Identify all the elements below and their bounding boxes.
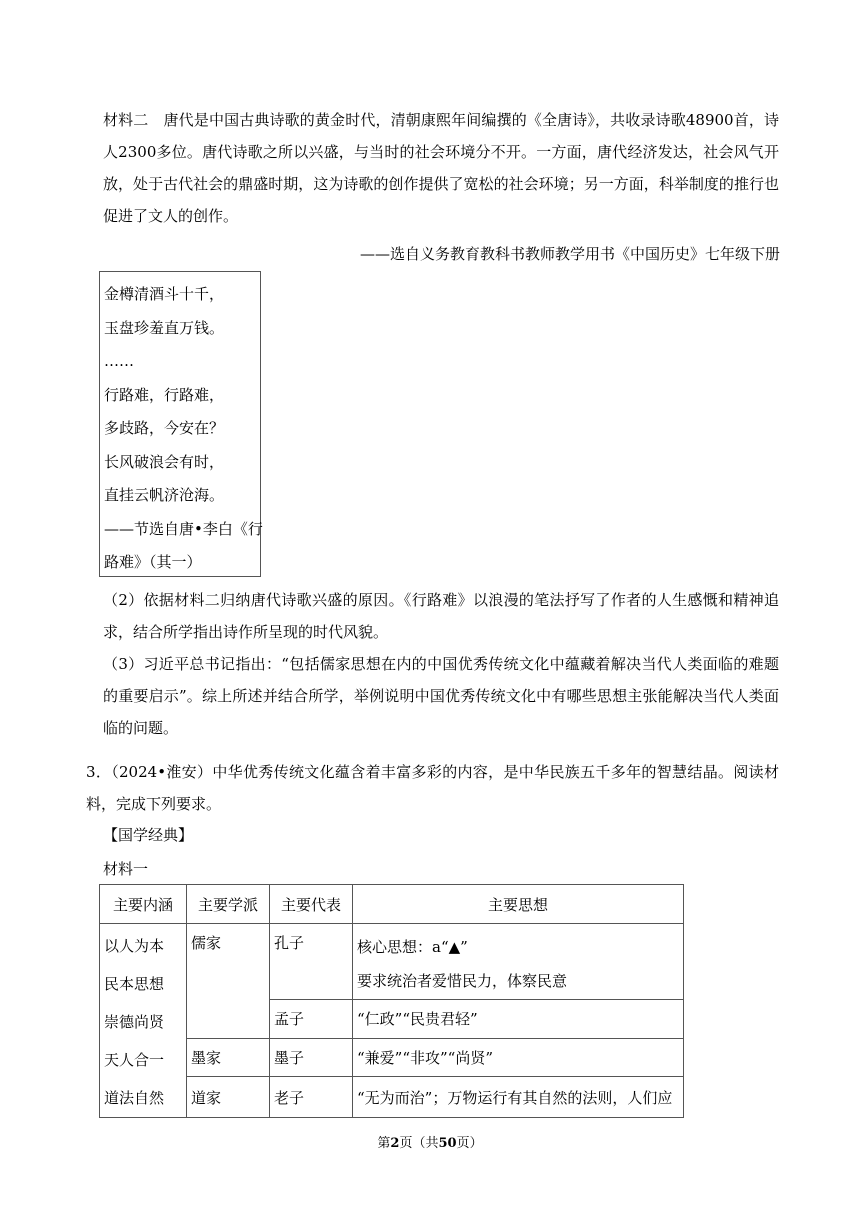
footer-middle: 页（共 (399, 1136, 439, 1151)
poem-line: 行路难，行路难， (104, 385, 225, 404)
poem-line: 路难》（其一） (104, 553, 202, 571)
idea-cell: “兼爱”“非攻”“尚贤” (353, 1038, 684, 1077)
footer-suffix: 页） (456, 1136, 483, 1151)
footer-prefix: 第 (377, 1136, 391, 1151)
header-cell: 主要代表 (270, 885, 353, 924)
connotation-item: 道法自然 (104, 1089, 165, 1107)
rep-cell: 墨子 (270, 1038, 353, 1077)
problem-3-intro: 3．（2024•淮安）中华优秀传统文化蕴含着丰富多彩的内容，是中华民族五千多年的智慧结晶。阅读材料，完成下列要求。 (86, 763, 779, 813)
footer-total-pages: 50 (438, 1136, 457, 1151)
header-cell: 主要内涵 (100, 885, 187, 924)
rep-cell: 孟子 (270, 1000, 353, 1039)
poem-line: ——节选自唐•李白《行 (104, 519, 263, 538)
material2-source: ——选自义务教育教科书教师教学用书《中国历史》七年级下册 (359, 245, 780, 263)
school-cell: 道家 (187, 1077, 270, 1118)
material2-paragraph: 材料二 唐代是中国古典诗歌的黄金时代，清朝康熙年间编撰的《全唐诗》，共收录诗歌48900首，诗人2300多位。唐代诗歌之所以兴盛，与当时的社会环境分不开。一方面，唐代经济发达，社会风气开放，处于古代社会的鼎盛时期，这为诗歌的创作提供了宽松的社会环境；另一方面，科举制度的推行也促进了文人的创作。 (103, 111, 779, 225)
table-header-row (100, 885, 684, 924)
idea-line: 要求统治者爱惜民力，体察民意 (357, 972, 568, 990)
school-cell: 儒家 (187, 924, 270, 1039)
page-footer (0, 1132, 860, 1151)
section-label: 【国学经典】 (103, 826, 194, 844)
poem-line: 直挂云帆济沧海。 (104, 486, 225, 504)
poem-box (99, 271, 261, 577)
idea-cell: “仁政”“民贵君轻” (353, 1000, 684, 1039)
table-row (100, 1077, 684, 1118)
poem-line: 多歧路，今安在？ (104, 419, 225, 437)
table-row (100, 924, 684, 1000)
material1-label: 材料一 (103, 860, 149, 878)
connotation-item: 天人合一 (104, 1051, 165, 1069)
poem-line: …… (104, 352, 134, 370)
poem-line: 金樽清酒斗十千， (104, 285, 225, 303)
footer-page-number: 2 (390, 1136, 400, 1151)
header-cell: 主要思想 (353, 885, 684, 924)
header-cell: 主要学派 (187, 885, 270, 924)
thought-table (99, 884, 684, 1118)
connotation-item: 民本思想 (104, 975, 165, 993)
connotation-item: 以人为本 (104, 937, 165, 955)
rep-cell: 老子 (270, 1077, 353, 1118)
rep-cell: 孔子 (270, 924, 353, 1000)
question-2: （2）依据材料二归纳唐代诗歌兴盛的原因。《行路难》以浪漫的笔法抒写了作者的人生感慨和精神追求，结合所学指出诗作所呈现的时代风貌。 (103, 591, 779, 641)
poem-line: 玉盘珍羞直万钱。 (104, 318, 225, 337)
poem-line: 长风破浪会有时， (104, 452, 225, 471)
connotation-item: 崇德尚贤 (104, 1013, 165, 1031)
question-3: （3）习近平总书记指出：“包括儒家思想在内的中国优秀传统文化中蕴藏着解决当代人类面临的难题的重要启示”。综上所述并结合所学，举例说明中国优秀传统文化中有哪些思想主张能解决当代人类面临的问题。 (103, 655, 779, 737)
idea-cell (353, 924, 684, 1000)
idea-cell: “无为而治”；万物运行有其自然的法则，人们应 (353, 1077, 684, 1118)
connotation-cell (100, 924, 187, 1118)
table-row (100, 1038, 684, 1077)
idea-line: 核心思想：a“▲” (357, 938, 468, 956)
school-cell: 墨家 (187, 1038, 270, 1077)
